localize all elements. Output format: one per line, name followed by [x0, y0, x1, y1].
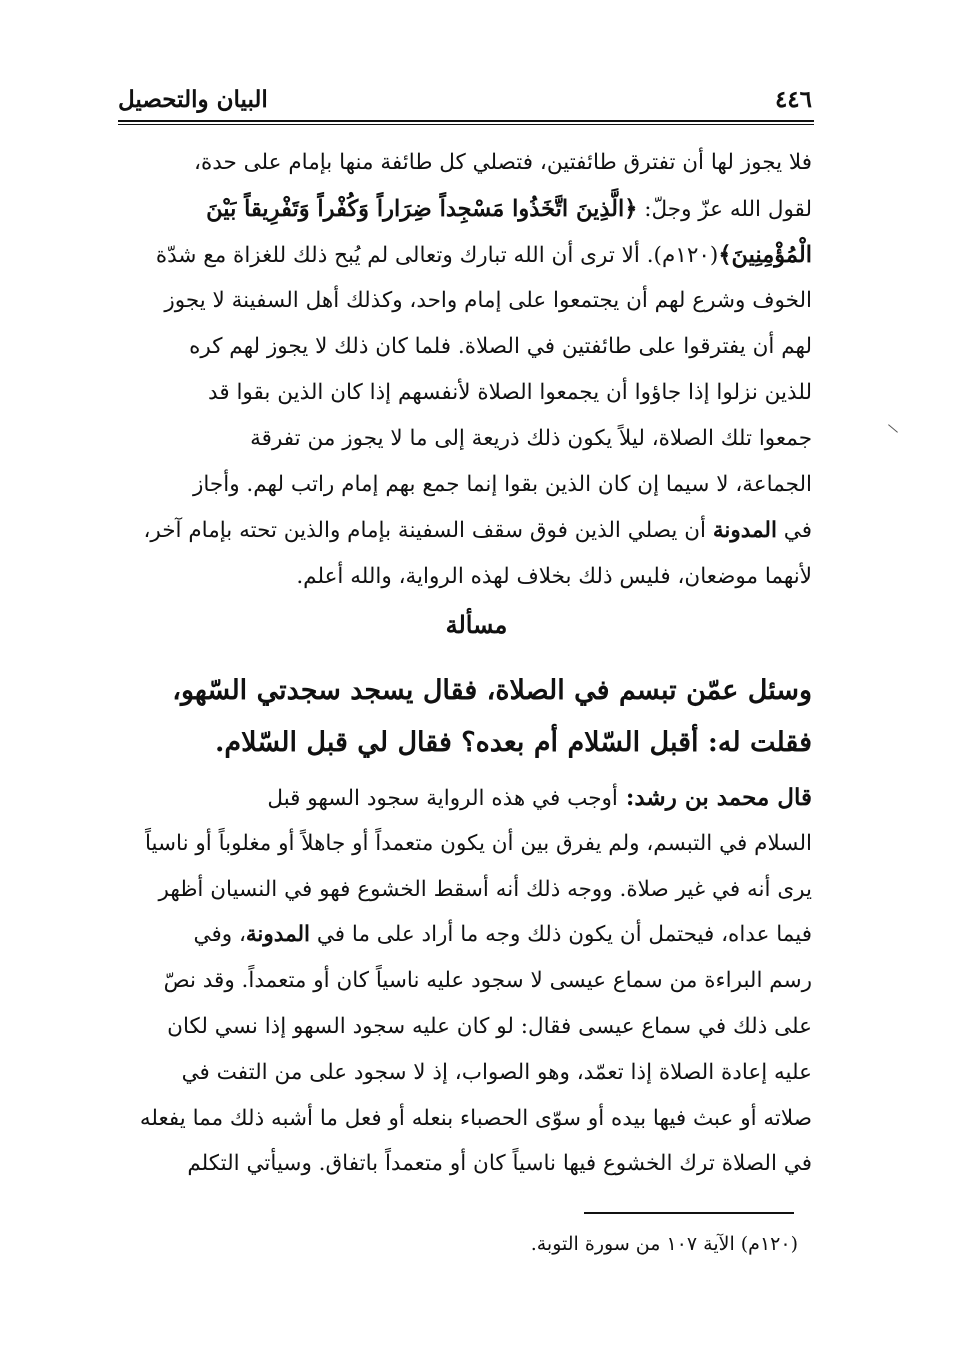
text-line	[100, 775, 812, 821]
text-line	[100, 1004, 812, 1050]
paragraph-main-text	[100, 140, 812, 600]
text-segment: في	[776, 518, 812, 543]
text-line	[100, 1141, 812, 1187]
text-line	[100, 1050, 812, 1096]
text-line	[100, 324, 812, 370]
text-segment: ، وفي	[193, 922, 246, 948]
text-segment: في الصلاة ترك الخشوع فيها ناسياً كان أو متعمداً باتفاق. وسيأتي التكلم	[187, 1151, 812, 1177]
margin-mark	[888, 424, 898, 432]
text-segment: (١٢٠م). ألا ترى أن الله تبارك وتعالى لم يُبح ذلك للغزاة مع شدّة	[155, 243, 719, 268]
text-segment: رسم البراءة من سماع عيسى لا سجود عليه ناسياً كان أو متعمداً. وقد نصّ	[163, 968, 812, 994]
footnote-rule	[584, 1212, 794, 1214]
text-segment: فلا يجوز لها أن تفترق طائفتين، فتصلي كل طائفة منها بإمام على حدة،	[194, 150, 812, 175]
text-segment: أوجب في هذه الرواية سجود السهو قبل	[267, 786, 618, 811]
text-segment: على ذلك في سماع عيسى فقال: لو كان عليه سجود السهو إذا نسي لكان	[167, 1013, 812, 1039]
text-segment: جمعوا تلك الصلاة، ليلاً يكون ذلك ذريعة إلى ما لا يجوز من تفرقة	[250, 426, 812, 451]
quran-verse: الْمُؤْمِنِينَ﴾	[718, 242, 812, 268]
text-segment: السلام في التبسم، ولم يفرق بين أن يكون متعمداً أو جاهلاً أو مغلوباً أو ناسياً	[144, 830, 812, 856]
text-line	[100, 416, 812, 462]
bold-term: المدونة	[712, 518, 777, 543]
text-line	[100, 186, 812, 232]
text-segment: صلاته أو عبث فيها بيده أو سوّى الحصباء بنعله أو فعل ما أشبه ذلك مما يفعله	[139, 1105, 812, 1131]
text-line	[100, 140, 812, 186]
text-line	[100, 232, 812, 278]
question-line: فقلت له: أقبل السّلام أم بعده؟ فقال لي قبل السّلام.	[214, 727, 812, 758]
text-line	[100, 462, 812, 508]
question-block	[100, 665, 812, 769]
speaker-name: قال محمد بن رشد:	[617, 784, 812, 811]
text-segment: لقول الله عزّ وجلّ:	[637, 197, 812, 222]
footnote: (١٢٠م) الآية ١٠٧ من سورة التوبة.	[530, 1233, 798, 1255]
page-header	[118, 80, 812, 120]
text-line	[100, 821, 812, 867]
text-line	[100, 370, 812, 416]
text-segment: أن يصلي الذين فوق سقف السفينة بإمام والذين تحته بإمام آخر،	[143, 518, 713, 543]
page-number: ٤٤٦	[774, 86, 812, 113]
section-heading: مسألة	[445, 610, 508, 639]
text-segment: عليه إعادة الصلاة إذا تعمّد، وهو الصواب، إذ لا سجود على من التفت في	[181, 1059, 812, 1085]
text-line	[100, 912, 812, 958]
text-line	[100, 508, 812, 554]
text-segment: للذين نزلوا إذا جاؤوا أن يجمعوا الصلاة لأنفسهم إذا كان الذين بقوا قد	[208, 380, 812, 405]
quran-verse: ﴿الَّذِينَ اتَّخَذُوا مَسْجِداً ضِرَاراً وَكُفْراً وَتَفْرِيقاً بَيْنَ	[206, 196, 638, 222]
running-title: البيان والتحصيل	[118, 86, 268, 113]
text-line	[100, 867, 812, 913]
text-line	[100, 278, 812, 324]
text-segment: فيما عداه، فيحتمل أن يكون ذلك وجه ما أراد على ما في	[310, 922, 812, 948]
text-segment: لهم أن يفترقوا على طائفتين في الصلاة. فلما كان ذلك لا يجوز لهم كره	[189, 334, 812, 359]
text-segment: يرى أنه في غير صلاة. ووجه ذلك أنه أسقط الخشوع فهو في النسيان أظهر	[158, 876, 812, 902]
text-line	[100, 1096, 812, 1142]
text-line	[100, 554, 812, 600]
bold-term: المدونة	[245, 922, 311, 948]
question-line: وسئل عمّن تبسم في الصلاة، فقال يسجد سجدتي السّهو،	[172, 675, 812, 706]
text-line	[100, 958, 812, 1004]
answer-paragraph	[100, 775, 812, 1187]
text-segment: الجماعة، لا سيما إن كان الذين بقوا إنما جمع بهم إمام راتب لهم. وأجاز	[193, 472, 812, 497]
header-rule	[118, 120, 814, 125]
text-segment: الخوف وشرع لهم أن يجتمعوا على إمام واحد، وكذلك أهل السفينة لا يجوز	[164, 288, 812, 313]
text-segment: لأنهما موضعان، فليس ذلك بخلاف لهذه الرواية، والله أعلم.	[296, 564, 812, 589]
